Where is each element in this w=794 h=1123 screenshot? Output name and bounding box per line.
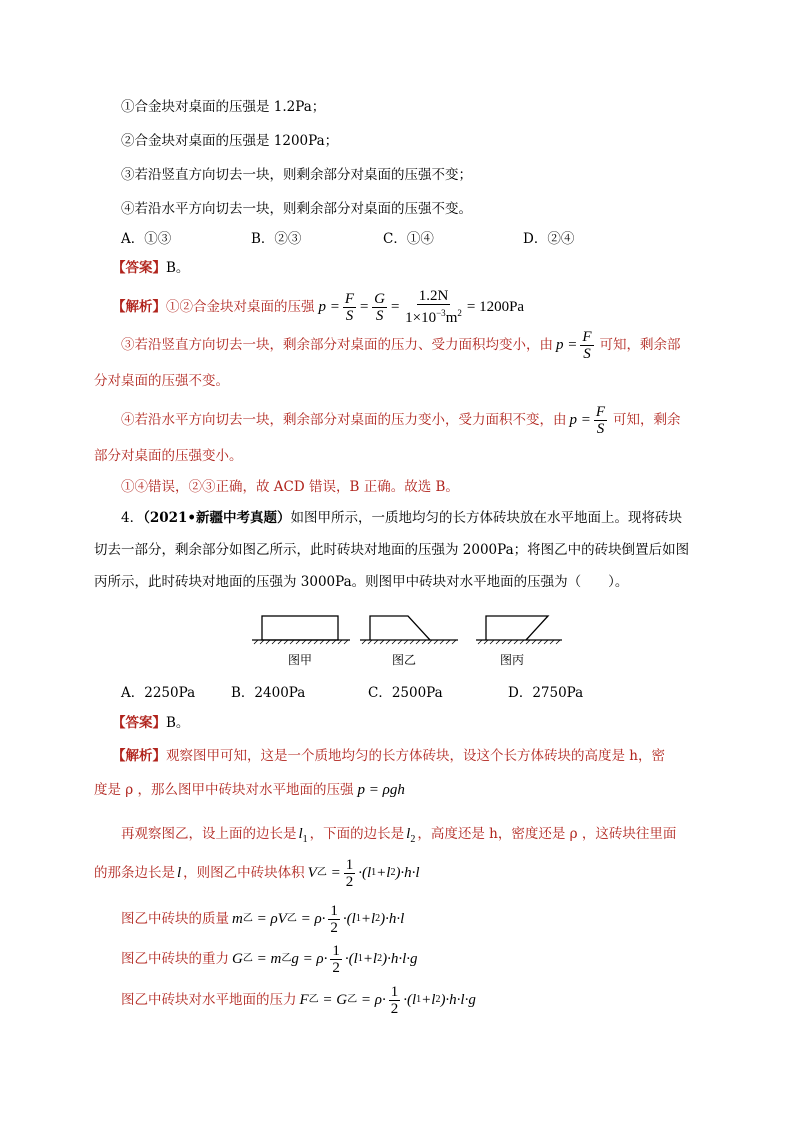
brick-figure (250, 606, 570, 672)
q4-analysis-3: 的那条边长是 l ，则图乙中砖块体积 V 乙 = $\frac{1}{2}$ ·(l 1 +l 2 )·h·l (94, 856, 420, 890)
answer-tag: 【答案】 (112, 260, 166, 276)
q4-analysis-2b: ，下面的边长是 (309, 826, 405, 842)
label-yi: 图乙 (391, 653, 417, 667)
q4-gravity-line: 图乙中砖块的重力 G 乙 = m 乙 g = ρ· $\frac{1}{2}$ ·(l 1 +l 2 )·h·l·g (121, 942, 418, 976)
analysis-tag: 【解析】 (112, 299, 166, 315)
q4-answer-tag: 【答案】 (112, 715, 166, 731)
q4-option-a[interactable]: A．2250Pa (121, 685, 196, 701)
q4-stem-3: 丙所示，此时砖块对地面的压强为 3000Pa。则图甲中砖块对水平地面的压强为（ ）。 (94, 574, 629, 590)
analysis-4: ①④错误，②③正确，故 ACD 错误，B 正确。故选 B。 (121, 479, 459, 495)
statement-2: ②合金块对桌面的压强是 1200Pa； (121, 133, 339, 149)
q4-analysis-tag: 【解析】 (112, 748, 166, 764)
pressure-result: = 1200Pa (466, 299, 525, 315)
q4-mass-line: 图乙中砖块的质量 m 乙 = ρV 乙 = ρ· $\frac{1}{2}$ ·(l 1 +l 2 )·h·l (121, 902, 405, 936)
q4-analysis-1b-line: 度是 ρ ，那么图甲中砖块对水平地面的压强 p = ρgh (94, 782, 405, 798)
q4-stem-2: 切去一部分，剩余部分如图乙所示，此时砖块对地面的压强为 2000Pa；将图乙中的砖块倒置后如图 (94, 542, 690, 558)
q4-gravity-text: 图乙中砖块的重力 (121, 951, 229, 967)
q4-analysis-2c: ，高度还是 h，密度还是 ρ ，这砖块往里面 (417, 826, 677, 842)
q4-stem-1: 如图甲所示，一质地均匀的长方体砖块放在水平地面上。现将砖块 (290, 510, 683, 526)
force-value: 1.2N (418, 288, 449, 304)
q4-source: （2021•新疆中考真题） (143, 510, 291, 526)
q4-option-b[interactable]: B．2400Pa (231, 685, 306, 701)
q4-number: 4． (121, 510, 144, 526)
q3-option-a[interactable]: A．①③ (121, 231, 172, 247)
q4-analysis-1 (112, 746, 665, 766)
q4-option-d[interactable]: D．2750Pa (508, 685, 584, 701)
label-jia: 图甲 (287, 653, 313, 667)
analysis-3-a: ④若沿水平方向切去一块，剩余部分对桌面的压力变小，受力面积不变，由 (121, 412, 567, 428)
q4-analysis-3b: ，则图乙中砖块体积 (183, 865, 305, 881)
figure-jia (252, 616, 350, 667)
q3-analysis-3: ④若沿水平方向切去一块，剩余部分对桌面的压力变小，受力面积不变，由 p = $\frac{F}{S}$ 可知，剩余 (121, 403, 681, 437)
analysis-1-text: ①②合金块对桌面的压强 (166, 299, 315, 315)
q3-option-b[interactable]: B．②③ (251, 231, 302, 247)
analysis-3-b: 可知，剩余 (613, 412, 681, 428)
q3-analysis-1 (112, 290, 524, 324)
q4-options (121, 683, 583, 703)
q4-force-text: 图乙中砖块对水平地面的压力 (121, 992, 297, 1008)
q4-mass-text: 图乙中砖块的质量 (121, 911, 229, 927)
answer-value: B。 (166, 260, 190, 276)
label-bing: 图丙 (499, 653, 525, 667)
q3-option-d[interactable]: D．②④ (523, 231, 575, 247)
q3-analysis-2: ③若沿竖直方向切去一块，剩余部分对桌面的压力、受力面积均变小，由 p = $\frac{F}{S}$ 可知，剩余部 (121, 328, 681, 362)
analysis-2-c: 分对桌面的压强不变。 (94, 373, 229, 389)
q3-options (121, 229, 574, 249)
q3-answer (112, 258, 189, 278)
q4-analysis-1b: 度是 ρ ，那么图甲中砖块对水平地面的压强 (94, 782, 354, 798)
q4-option-c[interactable]: C．2500Pa (368, 685, 443, 701)
q4-stem-line-1 (121, 508, 682, 528)
figure-bing (476, 616, 562, 667)
analysis-3-c: 部分对桌面的压强变小。 (94, 448, 243, 464)
q4-answer-value: B。 (166, 715, 190, 731)
statement-1: ①合金块对桌面的压强是 1.2Pa； (121, 99, 326, 115)
q4-analysis-1a: 观察图甲可知，这是一个质地均匀的长方体砖块，设这个长方体砖块的高度是 h，密 (166, 748, 665, 764)
analysis-2-b: 可知，剩余部 (599, 337, 681, 353)
q4-analysis-2a: 再观察图乙，设上面的边长是 (121, 826, 297, 842)
analysis-2-a: ③若沿竖直方向切去一块，剩余部分对桌面的压力、受力面积均变小，由 (121, 337, 553, 353)
statement-3: ③若沿竖直方向切去一块，则剩余部分对桌面的压强不变； (121, 167, 472, 183)
figure-yi (360, 616, 458, 667)
q4-force-line: 图乙中砖块对水平地面的压力 F 乙 = G 乙 = ρ· $\frac{1}{2}$ ·(l 1 +l 2 )·h·l·g (121, 983, 476, 1017)
q4-answer (112, 713, 189, 733)
statement-4: ④若沿水平方向切去一块，则剩余部分对桌面的压强不变。 (121, 201, 472, 217)
q3-option-c[interactable]: C．①④ (383, 231, 434, 247)
q4-analysis-2: 再观察图乙，设上面的边长是 $l_1$ ，下面的边长是 $l_2$ ，高度还是 h，密度还是 ρ ，这砖块往里面 (121, 826, 677, 845)
q4-analysis-3a: 的那条边长是 (94, 865, 175, 881)
pressure-formula: p = $\frac{F}{S}$ = $\frac{G}{S}$ = $\frac{1.2N}{1\times 10^{-3}m^2}$ = 1200Pa (318, 288, 525, 326)
